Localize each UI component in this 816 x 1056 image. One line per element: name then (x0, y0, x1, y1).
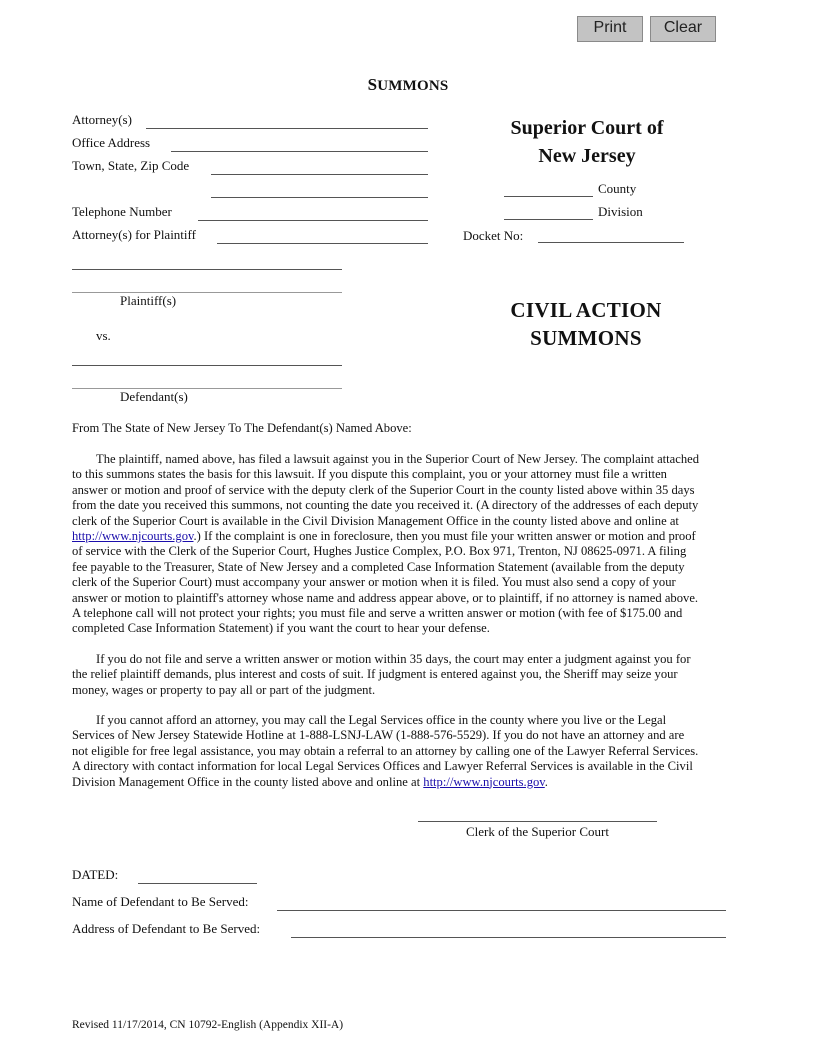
court-name-line2: New Jersey (538, 145, 636, 167)
defendant-address-label: Address of Defendant to Be Served: (72, 921, 261, 936)
clear-button[interactable]: Clear (650, 16, 716, 42)
dated-label: DATED: (72, 867, 119, 882)
paragraph-line: money, wages or property to pay all or part of the judgment. (72, 682, 376, 697)
telephone-field[interactable] (198, 220, 428, 221)
court-name-line1: Superior Court of (510, 117, 664, 139)
paragraph-line: If you cannot afford an attorney, you may call the Legal Services office in the county where you live or the Legal (96, 713, 667, 727)
paragraph-line: Services of New Jersey Statewide Hotline at 1-888-LSNJ-LAW (1-888-576-5529). If you do not have an attorney and are (72, 728, 685, 743)
paragraph-1 (72, 452, 742, 637)
clerk-signature-line[interactable] (418, 821, 657, 822)
office-address-label: Office Address (72, 135, 151, 150)
defendant-field-1[interactable] (72, 365, 342, 366)
paragraph-line-text: Division Management Office in the county listed above and online at (72, 774, 424, 789)
paragraph-line: If you do not file and serve a written answer or motion within 35 days, the court may enter a judgment against you for (96, 652, 691, 666)
defendant-address-field[interactable] (291, 937, 726, 938)
county-field[interactable] (504, 196, 593, 197)
docket-field[interactable] (538, 242, 684, 243)
attorney-for-plaintiff-label: Attorney(s) for Plaintiff (72, 227, 196, 242)
civil-action-line2: SUMMONS (530, 326, 642, 350)
division-field[interactable] (504, 219, 593, 220)
paragraph-line-with-link (72, 529, 742, 544)
njcourts-link[interactable]: http://www.njcourts.gov (72, 528, 194, 543)
page-title-rest: UMMONS (377, 78, 449, 94)
docket-label: Docket No: (463, 228, 524, 243)
paragraph-line: not eligible for free legal assistance, you may obtain a referral to an attorney by calling one of the Lawyer Referral Services. (72, 743, 699, 758)
paragraph-line-with-link (72, 775, 742, 790)
plaintiff-field-1[interactable] (72, 269, 342, 270)
paragraph-2 (72, 652, 742, 698)
paragraph-line: completed Case Information Statement) if you want the court to hear your defense. (72, 621, 490, 636)
clerk-label: Clerk of the Superior Court (466, 824, 609, 839)
county-label: County (598, 181, 637, 196)
paragraph-line: clerk of the Superior Court) must accompany your answer or motion when it is filed. You must also send a copy of your (72, 575, 676, 590)
defendant-field-2[interactable] (72, 388, 342, 389)
paragraph-3 (72, 713, 742, 790)
revision-footer: Revised 11/17/2014, CN 10792-English (Appendix XII-A) (72, 1019, 344, 1031)
defendant-name-label: Name of Defendant to Be Served: (72, 894, 249, 909)
paragraph-line: clerk of the Superior Court is available in the Civil Division Management Office in the county listed above and online at (72, 513, 679, 528)
paragraph-line: the relief plaintiff demands, plus interest and costs of suit. If judgment is entered against you, the Sheriff may seize your (72, 667, 678, 682)
court-name (472, 114, 702, 170)
attorney-label: Attorney(s) (72, 112, 132, 127)
paragraph-line: fee payable to the Treasurer, State of New Jersey and a completed Case Information Statement (available from the deputy (72, 559, 685, 574)
njcourts-link-2[interactable]: http://www.njcourts.gov (423, 774, 545, 789)
attorney-field[interactable] (146, 128, 428, 129)
defendant-name-field[interactable] (277, 910, 726, 911)
paragraph-line-end: . (544, 774, 548, 789)
paragraph-line-text: .) If the complaint is one in foreclosure, then you must file your written answer or motion and proof (193, 528, 696, 543)
dated-field[interactable] (138, 883, 257, 884)
paragraph-line: answer or motion to plaintiff's attorney whose name and address appear above, or to plaintiff, if no attorney is named above. (72, 590, 699, 605)
vs-label: vs. (96, 328, 111, 343)
paragraph-line: The plaintiff, named above, has filed a lawsuit against you in the Superior Court of New Jersey. The complaint attached (96, 452, 700, 466)
paragraph-line: to this summons states the basis for this lawsuit. If you dispute this complaint, you or your attorney must file a written (72, 467, 667, 482)
paragraph-line: answer or motion and proof of service with the deputy clerk of the Superior Court in the county listed above within 35 days (72, 482, 695, 497)
defendant-label: Defendant(s) (120, 389, 188, 404)
plaintiff-field-2[interactable] (72, 292, 342, 293)
civil-action-line1: CIVIL ACTION (510, 298, 662, 322)
town-state-zip-field-2[interactable] (211, 197, 428, 198)
telephone-label: Telephone Number (72, 204, 172, 219)
print-button[interactable]: Print (577, 16, 643, 42)
plaintiff-label: Plaintiff(s) (120, 293, 177, 308)
division-label: Division (598, 204, 643, 219)
attorney-for-plaintiff-field[interactable] (217, 243, 428, 244)
paragraph-line: A telephone call will not protect your rights; you must file and serve a written answer or motion (with fee of $175.00 and (72, 605, 683, 620)
town-state-zip-field[interactable] (211, 174, 428, 175)
town-state-zip-label: Town, State, Zip Code (72, 158, 190, 173)
paragraph-line: of service with the Clerk of the Superior Court, Hughes Justice Complex, P.O. Box 971, Trenton, NJ 08625-0971. A filing (72, 544, 687, 559)
salutation: From The State of New Jersey To The Defendant(s) Named Above: (72, 421, 412, 435)
paragraph-line: from the date you received this summons, not counting the date you received it. (A directory of the addresses of each deputy (72, 498, 699, 513)
page-title-initial: S (367, 75, 378, 94)
office-address-field[interactable] (171, 151, 428, 152)
page-title (0, 75, 816, 95)
civil-action-title (470, 296, 702, 352)
paragraph-line: A directory with contact information for local Legal Services Offices and Lawyer Referral Services is available in the Civil (72, 759, 693, 774)
